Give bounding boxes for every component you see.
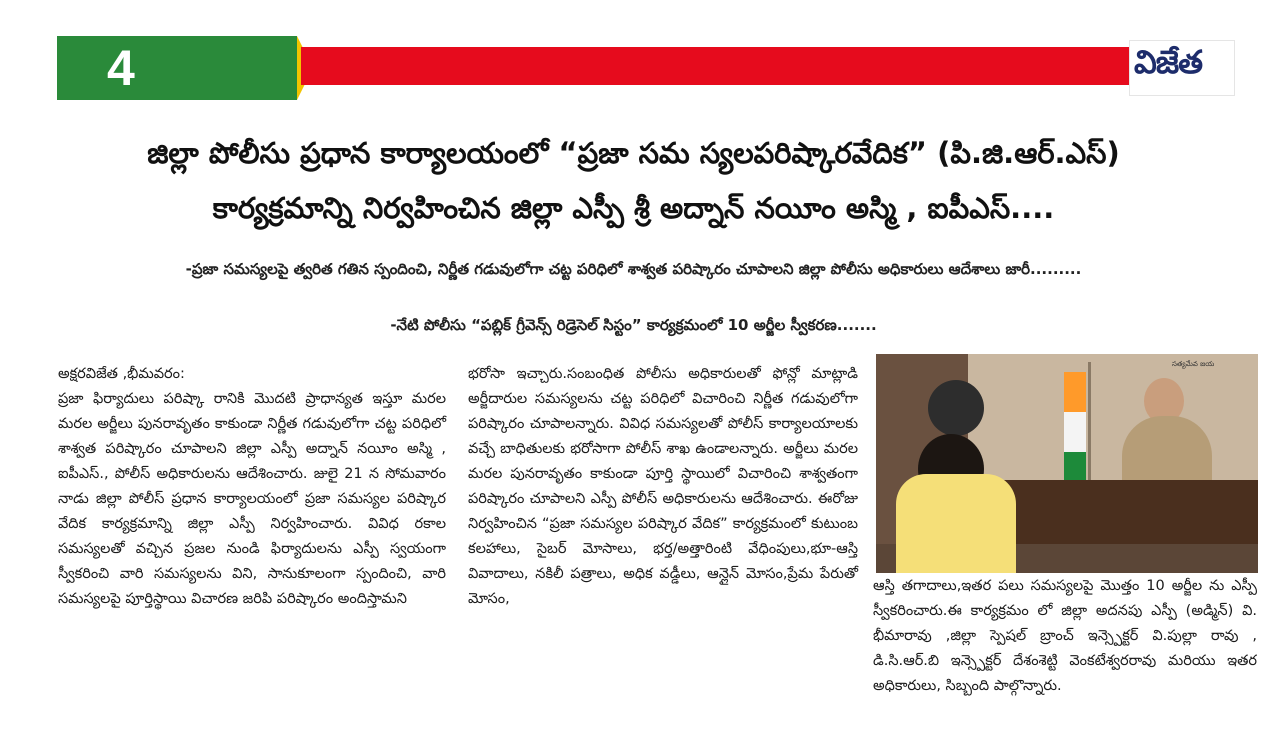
headline-line-2: కార్యక్రమాన్ని నిర్వహించిన జిల్లా ఎస్పీ శ్రీ అద్నాన్ నయీం అస్మి , ఐపీఎస్.... bbox=[212, 191, 1055, 225]
article-column-1 bbox=[58, 362, 446, 612]
page-number-box bbox=[57, 36, 297, 100]
headline-line-1: జిల్లా పోలీసు ప్రధాన కార్యాలయంలో “ప్రజా సమ స్యలపరిష్కారవేదిక” (పి.జి.ఆర్.ఎస్) bbox=[147, 136, 1120, 170]
photo-officer bbox=[1122, 416, 1212, 490]
news-photo bbox=[876, 354, 1258, 573]
article-column-2 bbox=[468, 362, 858, 612]
photo-flag-saffron bbox=[1064, 372, 1086, 412]
newspaper-logo bbox=[1129, 40, 1235, 96]
photo-sign-text: సత్యమేవ జయ bbox=[1172, 360, 1215, 368]
page-banner bbox=[57, 36, 1255, 100]
photo-flag-white bbox=[1064, 412, 1086, 452]
photo-woman bbox=[896, 474, 1016, 573]
dateline: అక్షరవిజేత ,భీమవరం: bbox=[58, 366, 185, 382]
photo-fan bbox=[928, 380, 984, 436]
page-number: 4 bbox=[107, 40, 135, 96]
logo-text: విజేత bbox=[1134, 43, 1203, 81]
subheading-2: -నేటి పోలీసు “పబ్లిక్ గ్రీవెన్స్ రిడ్రెసెల్ సిస్టం” కార్యక్రమంలో 10 అర్జీల స్వీకరణ....... bbox=[390, 316, 877, 334]
article-column-3 bbox=[873, 574, 1257, 699]
article-body-3: ఆస్తి తగాదాలు,ఇతర పలు సమస్యలపై మొత్తం 10 అర్జీల ను ఎస్పీ స్వీకరించారు.ఈ కార్యక్రమం లో జిల్లా అదనపు ఎస్పీ (అడ్మిన్) వి. భీమారావు ,జిల్లా స్పెషల్ బ్రాంచ్ ఇన్స్పెక్టర్ వి.పుల్లా రావు , డి.సి.ఆర్.బి ఇన్స్పెక్టర్ దేశంశెట్టి వెంకటేశ్వరరావు మరియు ఇతర అధికారులు, సిబ్బంది పాల్గొన్నారు. bbox=[873, 578, 1257, 694]
article-body-2: భరోసా ఇచ్చారు.సంబంధిత పోలీసు అధికారులతో ఫోన్లో మాట్లాడి అర్జీదారుల సమస్యలను చట్ట పరిధిలో విచారించి నిర్ణీత గడువులోగా పరిష్కారం చూపాలన్నారు. వివిధ సమస్యలతో పోలీస్ కార్యాలయాలకు వచ్చే బాధితులకు భరోసాగా పోలీస్ శాఖ ఉండాలన్నారు. అర్జీలు మరల మరల పునరావృతం కాకుండా పూర్తి స్థాయిలో విచారించి శాశ్వతంగా పరిష్కారం చూపాలని ఎస్పీ పోలీస్ అధికారులను ఆదేశించారు. ఈరోజు నిర్వహించిన “ప్రజా సమస్యల పరిష్కార వేదిక” కార్యక్రమంలో కుటుంబ కలహాలు, సైబర్ మోసాలు, భర్త/అత్తారింటి వేధింపులు,భూ-ఆస్తి వివాదాలు, నకిలీ పత్రాలు, అధిక వడ్డీలు, ఆన్లైన్ మోసం,ప్రేమ పేరుతో మోసం, bbox=[468, 366, 858, 607]
article-body-1: ప్రజా ఫిర్యాదులు పరిష్కా రానికి మొదటి ప్రాధాన్యత ఇస్తూ మరల మరల అర్జీలు పునరావృతం కాకుండా నిర్ణీత గడువులోగా చట్ట పరిధిలో శాశ్వత పరిష్కారం చూపాలని జిల్లా ఎస్పీ అద్నాన్ నయీం అస్మి , ఐపీఎస్., పోలీస్ అధికారులను ఆదేశించారు. జులై 21 న సోమవారం నాడు జిల్లా పోలీస్ ప్రధాన కార్యాలయంలో ప్రజా సమస్యల పరిష్కార వేదిక కార్యక్రమాన్ని జిల్లా ఎస్పీ నిర్వహించారు. వివిధ రకాల సమస్యలతో వచ్చిన ప్రజల నుండి ఫిర్యాదులను ఎస్పీ స్వయంగా స్వీకరించి వారి సమస్యలను విని, సానుకూలంగా స్పందించి, వారి సమస్యలపై పూర్తిస్థాయి విచారణ జరిపి పరిష్కారం అందిస్తామని bbox=[58, 391, 446, 607]
subheading-1: -ప్రజా సమస్యలపై త్వరిత గతిన స్పందించి, నిర్ణీత గడువులోగా చట్ట పరిధిలో శాశ్వత పరిష్కారం చూపాలని జిల్లా పోలీసు అధికారులు ఆదేశాలు జారీ......... bbox=[185, 260, 1082, 278]
banner-red-bar bbox=[301, 47, 1187, 85]
